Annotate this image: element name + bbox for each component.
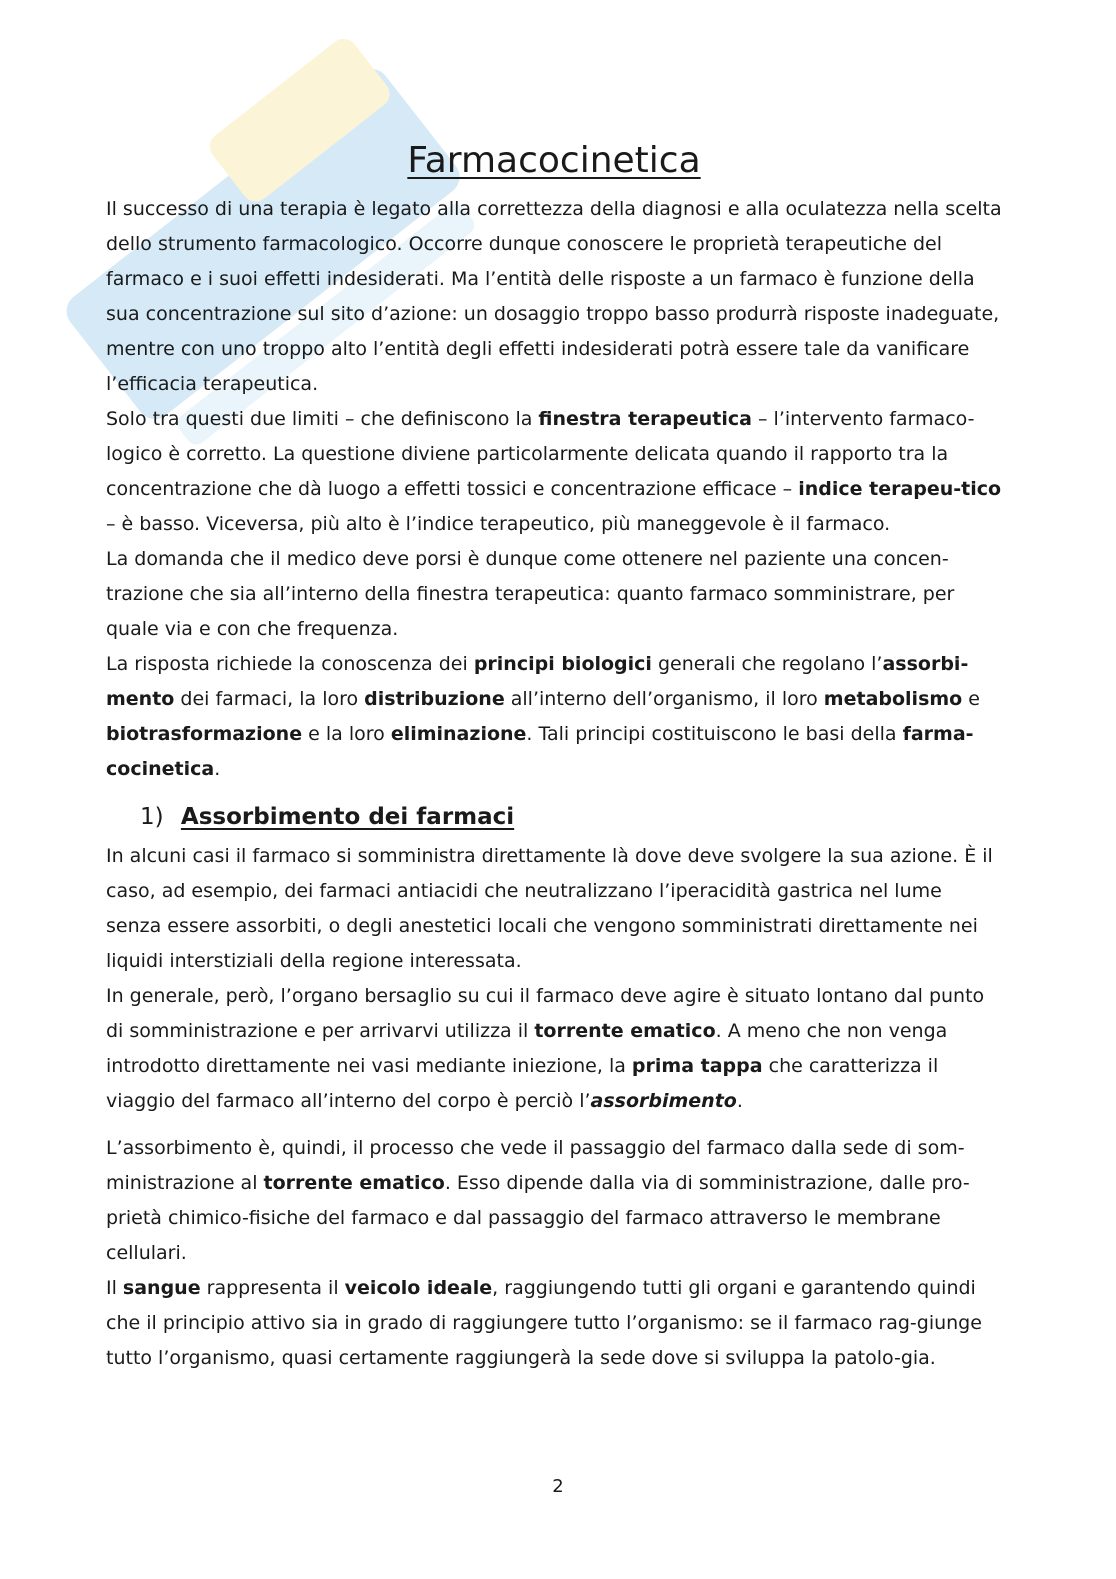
bold-term: assorbi-mento [106,653,969,710]
section-number: 1) [140,804,164,830]
bold-italic-term: assorbimento [590,1090,737,1112]
section-heading [106,799,1002,835]
section-body [106,839,1002,1376]
paragraph: L’assorbimento è, quindi, il processo che vede il passaggio del farmaco dalla sede di som-ministrazione al torrente ematico. Esso dipende dalla via di somministrazione, dalle pro-prietà chimico-fisiche del farmaco e dal passaggio del farmaco attraverso le membrane cellulari. [106,1137,970,1264]
paragraph: La domanda che il medico deve porsi è dunque come ottenere nel paziente una concen-trazione che sia all’interno della finestra terapeutica: quanto farmaco somministrare, per quale via e con che frequenza. [106,548,955,640]
bold-term: finestra terapeutica [538,408,752,430]
bold-term: biotrasformazione [106,723,303,745]
bold-term: principi biologici [473,653,652,675]
bold-term: farma-cocinetica [106,723,974,780]
page-number: 2 [552,1476,564,1497]
paragraph: Il sangue rappresenta il veicolo ideale, raggiungendo tutti gli organi e garantendo quindi che il principio attivo sia in grado di raggiungere tutto l’organismo: se il farmaco rag-giunge tutto l’organismo, quasi certamente raggiungerà la sede dove si sviluppa la patolo-gia. [106,1277,982,1369]
paragraph: La risposta richiede la conoscenza dei principi biologici generali che regolano l’assorbi-mento dei farmaci, la loro distribuzione all’interno dell’organismo, il loro metabolismo e biotrasformazione e la loro eliminazione. Tali principi costituiscono le basi della farma-cocinetica. [106,653,980,780]
paragraph: Il successo di una terapia è legato alla correttezza della diagnosi e alla oculatezza nella scelta dello strumento farmacologico. Occorre dunque conoscere le proprietà terapeutiche del farmaco e i suoi effetti indesiderati. Ma l’entità delle risposte a un farmaco è funzione della sua concentrazione sul sito d’azione: un dosaggio troppo basso produrrà risposte inadeguate, mentre con uno troppo alto l’entità degli effetti indesiderati potrà essere tale da vanificare l’efficacia terapeutica. [106,198,1002,395]
bold-term: torrente ematico [534,1020,716,1042]
paragraph: In generale, però, l’organo bersaglio su cui il farmaco deve agire è situato lontano dal punto di somministrazione e per arrivarvi utilizza il torrente ematico. A meno che non venga introdotto direttamente nei vasi mediante iniezione, la prima tappa che caratterizza il viaggio del farmaco all’interno del corpo è perciò l’assorbimento. [106,985,985,1112]
bold-term: metabolismo [823,688,963,710]
page-title: Farmacocinetica [407,140,701,181]
bold-term: torrente ematico [263,1172,445,1194]
bold-term: veicolo ideale [344,1277,493,1299]
bold-term: eliminazione [390,723,527,745]
paragraph: Solo tra questi due limiti – che definiscono la finestra terapeutica – l’intervento farmaco-logico è corretto. La questione diviene particolarmente delicata quando il rapporto tra la concentrazione che dà luogo a effetti tossici e concentrazione efficace – indice terapeu-tico – è basso. Viceversa, più alto è l’indice terapeutico, più maneggevole è il farmaco. [106,408,1002,535]
section-title: Assorbimento dei farmaci [180,804,515,830]
document-page [106,138,1002,1376]
intro-text [106,192,1002,787]
bold-term: distribuzione [364,688,505,710]
bold-term: prima tappa [631,1055,763,1077]
paragraph: In alcuni casi il farmaco si somministra direttamente là dove deve svolgere la sua azione. È il caso, ad esempio, dei farmaci antiacidi che neutralizzano l’iperacidità gastrica nel lume senza essere assorbiti, o degli anestetici locali che vengono somministrati direttamente nei liquidi interstiziali della regione interessata. [106,845,993,972]
bold-term: sangue [122,1277,201,1299]
bold-term: indice terapeu-tico [798,478,1002,500]
